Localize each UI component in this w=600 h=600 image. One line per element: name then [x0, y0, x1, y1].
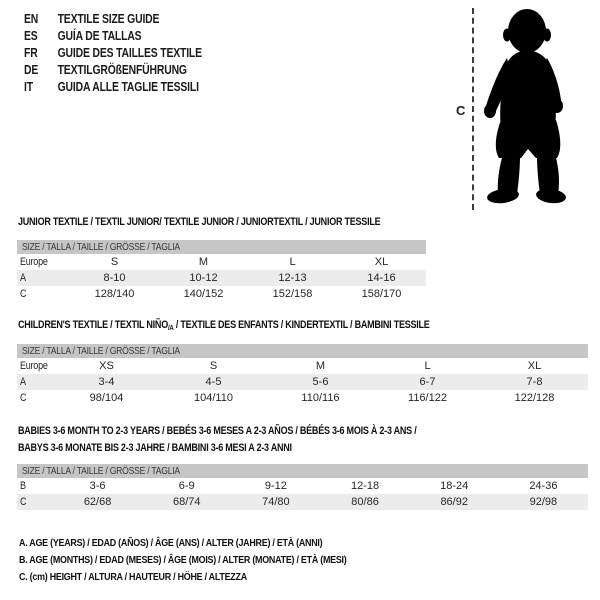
size-value-cell: 6-9 — [178, 480, 195, 492]
lang-code: EN — [24, 11, 39, 26]
size-value-cell: 5-6 — [312, 376, 329, 388]
lang-label: TEXTILE SIZE GUIDE — [57, 11, 160, 26]
size-value-cell: 3-4 — [98, 376, 115, 388]
lang-code: DE — [24, 62, 39, 77]
row-label — [17, 390, 53, 406]
lang-code: FR — [24, 45, 38, 60]
size-value-cell: 128/140 — [94, 288, 135, 300]
size-value-cell: 80/86 — [351, 496, 379, 508]
size-value-cell: 158/170 — [361, 288, 402, 300]
row-label-text: A — [20, 376, 26, 388]
lang-code: IT — [24, 79, 33, 94]
row-label-text: Europe — [20, 360, 48, 372]
size-value-cell: XL — [374, 256, 389, 268]
size-value-cell: 92/98 — [529, 496, 558, 508]
junior-section-title: JUNIOR TEXTILE / TEXTIL JUNIOR/ TEXTILE JUNIOR / JUNIORTEXTIL / JUNIOR TESSILE — [18, 216, 381, 228]
size-value-cell: 110/116 — [301, 392, 340, 404]
row-label — [17, 270, 70, 286]
row-label-text: A — [20, 272, 26, 284]
note-height-cm: C. (cm) HEIGHT / ALTURA / HAUTEUR / HÖHE / ALTEZZA — [19, 571, 247, 583]
table-row — [17, 254, 426, 270]
size-value-cell: 18-24 — [440, 480, 469, 492]
children-section-title — [18, 317, 430, 336]
size-header-bar — [17, 344, 588, 358]
note-age-years: A. AGE (YEARS) / EDAD (AÑOS) / ÂGE (ANS) / ALTER (JAHRE) / ETÀ (ANNI) — [19, 537, 323, 549]
row-label — [17, 494, 53, 510]
children-size-table — [17, 344, 588, 406]
lang-label: GUIDE DES TAILLES TEXTILE — [57, 45, 202, 60]
size-value-cell: 4-5 — [205, 376, 222, 388]
size-value-cell: 9-12 — [264, 480, 287, 492]
lang-row-de — [24, 61, 202, 78]
lang-row-it — [24, 78, 202, 95]
height-figure — [450, 0, 595, 215]
height-label-c: C — [456, 103, 466, 118]
size-value-cell: 116/122 — [408, 392, 447, 404]
size-value-cell: M — [315, 360, 326, 372]
size-value-cell: 140/152 — [183, 288, 224, 300]
babies-size-table — [17, 464, 588, 510]
title-part: CHILDREN'S TEXTILE / TEXTIL NIÑO — [18, 319, 168, 331]
size-value-cell: 12-13 — [278, 272, 307, 284]
lang-label: GUIDA ALLE TAGLIE TESSILI — [57, 79, 199, 94]
table-row — [17, 494, 588, 510]
note-age-months: B. AGE (MONTHS) / EDAD (MESES) / ÂGE (MOIS) / ALTER (MONATE) / ETÀ (MESI) — [19, 554, 347, 566]
size-header-row — [17, 344, 588, 358]
size-value-cell: 12-18 — [350, 480, 380, 492]
size-value-cell: 62/68 — [83, 496, 112, 508]
junior-size-table — [17, 240, 426, 302]
size-header-text: SIZE / TALLA / TAILLE / GRÖSSE / TAGLIA — [22, 345, 180, 357]
row-label — [17, 286, 70, 302]
size-header-row — [17, 240, 426, 254]
table-row — [17, 390, 588, 406]
size-value-cell: 3-6 — [89, 480, 106, 492]
size-header-bar — [17, 240, 426, 254]
lang-row-fr — [24, 44, 202, 61]
size-value-cell: 74/80 — [262, 496, 290, 508]
size-header-text: SIZE / TALLA / TAILLE / GRÖSSE / TAGLIA — [22, 465, 180, 477]
lang-label: GUÍA DE TALLAS — [57, 28, 142, 43]
size-value-cell: S — [110, 256, 119, 268]
size-header-row — [17, 464, 588, 478]
size-value-cell: 6-7 — [419, 376, 436, 388]
row-label-text: B — [20, 480, 26, 492]
size-value-cell: S — [209, 360, 218, 372]
babies-title-line2: BABYS 3-6 MONATE BIS 2-3 JAHRE / BAMBINI 3-6 MESI A 2-3 ANNI — [18, 442, 292, 454]
size-value-cell: M — [198, 256, 209, 268]
size-value-cell: 24-36 — [529, 480, 558, 492]
row-label — [17, 478, 53, 494]
title-part-subscript: /A — [167, 323, 174, 332]
lang-label: TEXTILGRÖßENFÜHRUNG — [57, 62, 187, 77]
size-value-cell: L — [289, 256, 296, 268]
size-value-cell: 98/104 — [89, 392, 124, 404]
babies-section-title — [18, 423, 416, 457]
size-value-cell: 68/74 — [172, 496, 201, 508]
babies-title-line1: BABIES 3-6 MONTH TO 2-3 YEARS / BEBÉS 3-6 MESES A 2-3 AÑOS / BÉBÉS 3-6 MOIS À 2-3 ANS / — [18, 425, 417, 437]
lang-code: ES — [24, 28, 38, 43]
size-header-text: SIZE / TALLA / TAILLE / GRÖSSE / TAGLIA — [22, 241, 180, 253]
lang-row-en — [24, 10, 202, 27]
table-row — [17, 286, 426, 302]
size-value-cell: 10-12 — [189, 272, 218, 284]
size-value-cell: 7-8 — [526, 376, 543, 388]
size-value-cell: 152/158 — [272, 288, 313, 300]
table-row — [17, 478, 588, 494]
size-value-cell: XL — [527, 360, 542, 372]
title-part: / TEXTILE DES ENFANTS / KINDERTEXTIL / BAMBINI TESSILE — [173, 319, 430, 331]
row-label-text: C — [20, 392, 27, 404]
table-row — [17, 374, 588, 390]
table-row — [17, 270, 426, 286]
language-list — [24, 10, 202, 95]
row-label — [17, 358, 53, 374]
height-dashed-line — [472, 8, 474, 210]
lang-row-es — [24, 27, 202, 44]
baby-silhouette-icon — [480, 6, 578, 210]
row-label-text: Europe — [20, 256, 48, 268]
size-value-cell: 122/128 — [514, 392, 555, 404]
size-value-cell: XS — [99, 360, 114, 372]
row-label-text: C — [20, 496, 27, 508]
row-label — [17, 374, 53, 390]
size-value-cell: 14-16 — [367, 272, 396, 284]
size-value-cell: 8-10 — [103, 272, 126, 284]
row-label-text: C — [20, 288, 27, 300]
table-row — [17, 358, 588, 374]
row-label — [17, 254, 70, 270]
size-value-cell: L — [424, 360, 431, 372]
size-value-cell: 86/92 — [440, 496, 468, 508]
size-value-cell: 104/110 — [194, 392, 233, 404]
size-header-bar — [17, 464, 588, 478]
